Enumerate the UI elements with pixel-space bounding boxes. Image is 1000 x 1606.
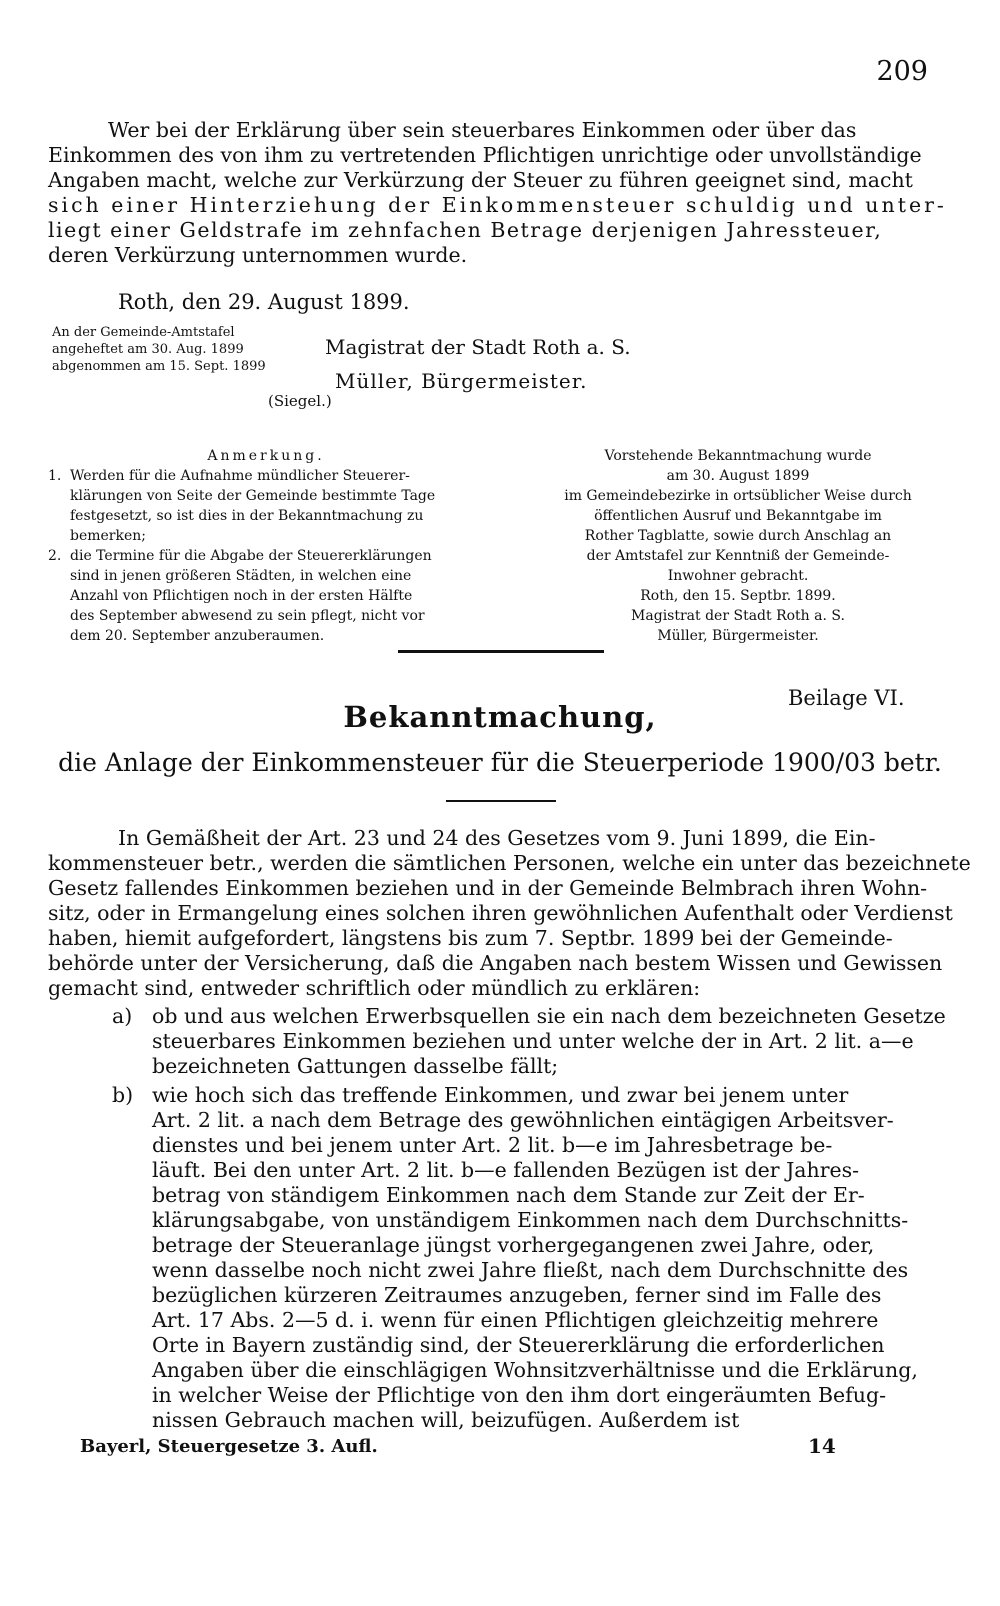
text-line: läuft. Bei den unter Art. 2 lit. b—e fallenden Bezügen ist der Jahres- <box>152 1158 860 1182</box>
notice-line: am 30. August 1899 <box>666 468 810 484</box>
page-number: 209 <box>876 56 928 87</box>
note-item <box>48 466 484 546</box>
text-line: Wer bei der Erklärung über sein steuerbares Einkommen oder über das <box>108 118 857 142</box>
signing-authority: Magistrat der Stadt Roth a. S. <box>325 335 631 359</box>
publication-notice <box>528 446 948 646</box>
text-line: Art. 17 Abs. 2—5 d. i. wenn für einen Pflichtigen gleichzeitig mehrere <box>152 1308 879 1332</box>
notice-line: im Gemeindebezirke in ortsüblicher Weise durch <box>564 488 912 504</box>
signer-name: Müller, Bürgermeister. <box>335 369 588 393</box>
note-number: 2. <box>48 548 62 564</box>
notice-line: Rother Tagblatte, sowie durch Anschlag an <box>584 528 892 544</box>
notice-heading: Bekanntmachung, <box>343 700 657 734</box>
text-line: wenn dasselbe noch nicht zwei Jahre fließt, nach dem Durchschnitte des <box>152 1258 909 1282</box>
text-line: bezüglichen kürzeren Zeitraumes anzugeben, ferner sind im Falle des <box>152 1283 882 1307</box>
footer-signature-number: 14 <box>808 1434 836 1458</box>
text-line: Art. 2 lit. a nach dem Betrage des gewöhnlichen eintägigen Arbeitsver- <box>152 1108 894 1132</box>
text-line: dienstes und bei jenem unter Art. 2 lit. b—e im Jahresbetrage be- <box>152 1133 833 1157</box>
list-label: a) <box>112 1004 133 1028</box>
note-line: Werden für die Aufnahme mündlicher Steuerer- <box>70 468 410 484</box>
list-item <box>112 1083 952 1433</box>
text-line: betrage der Steueranlage jüngst vorhergegangenen zwei Jahre, oder, <box>152 1233 875 1257</box>
text-line: steuerbares Einkommen beziehen und unter welche der in Art. 2 lit. a—e <box>152 1029 914 1053</box>
note-title: Anmerkung. <box>207 448 325 464</box>
note-line: festgesetzt, so ist dies in der Bekanntmachung zu <box>70 508 424 524</box>
text-line: Orte in Bayern zuständig sind, der Steuererklärung die erforderlichen <box>152 1333 885 1357</box>
text-line: deren Verkürzung unternommen wurde. <box>48 243 468 267</box>
text-line: ob und aus welchen Erwerbsquellen sie ein nach dem bezeichneten Gesetze <box>152 1004 946 1028</box>
text-line: klärungsabgabe, von unständigem Einkommen nach dem Durchschnitts- <box>152 1208 909 1232</box>
notice-line: An der Gemeinde-Amtstafel <box>52 325 235 340</box>
list-item <box>112 1004 952 1079</box>
text-line: nissen Gebrauch machen will, beizufügen. Außerdem ist <box>152 1408 740 1432</box>
main-paragraph <box>48 826 971 1001</box>
note-line: des September abwesend zu sein pflegt, nicht vor <box>70 608 425 624</box>
notice-line: Vorstehende Bekanntmachung wurde <box>604 448 872 464</box>
text-line: kommensteuer betr., werden die sämtlichen Personen, welche ein unter das bezeichnete <box>48 851 971 875</box>
note-number: 1. <box>48 468 62 484</box>
note-line: sind in jenen größeren Städten, in welchen eine <box>70 568 412 584</box>
intro-paragraph <box>48 118 948 268</box>
note-line: klärungen von Seite der Gemeinde bestimmte Tage <box>70 488 436 504</box>
annex-label: Beilage VI. <box>788 686 905 710</box>
text-line: Angaben über die einschlägigen Wohnsitzverhältnisse und die Erklärung, <box>152 1358 918 1382</box>
text-line: wie hoch sich das treffende Einkommen, und zwar bei jenem unter <box>152 1083 849 1107</box>
footer-source: Bayerl, Steuergesetze 3. Aufl. <box>80 1436 378 1457</box>
note-line: Anzahl von Pflichtigen noch in der ersten Hälfte <box>70 588 413 604</box>
posting-notice <box>52 324 266 375</box>
notice-line: Müller, Bürgermeister. <box>657 628 819 644</box>
text-line: liegt einer Geldstrafe im zehnfachen Betrage derjenigen Jahressteuer, <box>48 218 883 242</box>
requirements-list <box>112 1004 952 1437</box>
list-label: b) <box>112 1083 134 1107</box>
text-line: Einkommen des von ihm zu vertretenden Pflichtigen unrichtige oder unvollständige <box>48 143 922 167</box>
text-line: in welcher Weise der Pflichtige von den ihm dort eingeräumten Befug- <box>152 1383 887 1407</box>
text-line: bezeichneten Gattungen dasselbe fällt; <box>152 1054 559 1078</box>
section-divider <box>398 650 604 653</box>
text-line: In Gemäßheit der Art. 23 und 24 des Gesetzes vom 9. Juni 1899, die Ein- <box>118 826 876 850</box>
text-line: gemacht sind, entweder schriftlich oder mündlich zu erklären: <box>48 976 701 1000</box>
text-line: behörde unter der Versicherung, daß die Angaben nach bestem Wissen und Gewissen <box>48 951 943 975</box>
place-date: Roth, den 29. August 1899. <box>118 290 410 314</box>
short-divider <box>446 800 556 802</box>
notice-subheading: die Anlage der Einkommensteuer für die Steuerperiode 1900/03 betr. <box>58 748 942 777</box>
text-line: Angaben macht, welche zur Verkürzung der Steuer zu führen geeignet sind, macht <box>48 168 913 192</box>
signature-block <box>325 330 631 398</box>
notice-line: Roth, den 15. Septbr. 1899. <box>640 588 836 604</box>
notice-line: angeheftet am 30. Aug. 1899 <box>52 342 244 357</box>
text-line: Gesetz fallendes Einkommen beziehen und in der Gemeinde Belmbrach ihren Wohn- <box>48 876 928 900</box>
note-line: die Termine für die Abgabe der Steuererklärungen <box>70 548 432 564</box>
notice-line: der Amtstafel zur Kenntniß der Gemeinde- <box>586 548 890 564</box>
notice-line: abgenommen am 15. Sept. 1899 <box>52 359 266 374</box>
notice-line: Magistrat der Stadt Roth a. S. <box>631 608 845 624</box>
note-block <box>48 446 484 646</box>
note-line: dem 20. September anzuberaumen. <box>70 628 325 644</box>
text-line: betrag von ständigem Einkommen nach dem Stande zur Zeit der Er- <box>152 1183 865 1207</box>
note-line: bemerken; <box>70 528 147 544</box>
note-item <box>48 546 484 646</box>
text-line: sitz, oder in Ermangelung eines solchen ihren gewöhnlichen Aufenthalt oder Verdienst <box>48 901 953 925</box>
notice-line: öffentlichen Ausruf und Bekanntgabe im <box>594 508 882 524</box>
text-line: sich einer Hinterziehung der Einkommensteuer schuldig und unter- <box>48 193 947 217</box>
seal-note: (Siegel.) <box>268 392 332 410</box>
text-line: haben, hiemit aufgefordert, längstens bis zum 7. Septbr. 1899 bei der Gemeinde- <box>48 926 893 950</box>
notice-line: Inwohner gebracht. <box>667 568 809 584</box>
